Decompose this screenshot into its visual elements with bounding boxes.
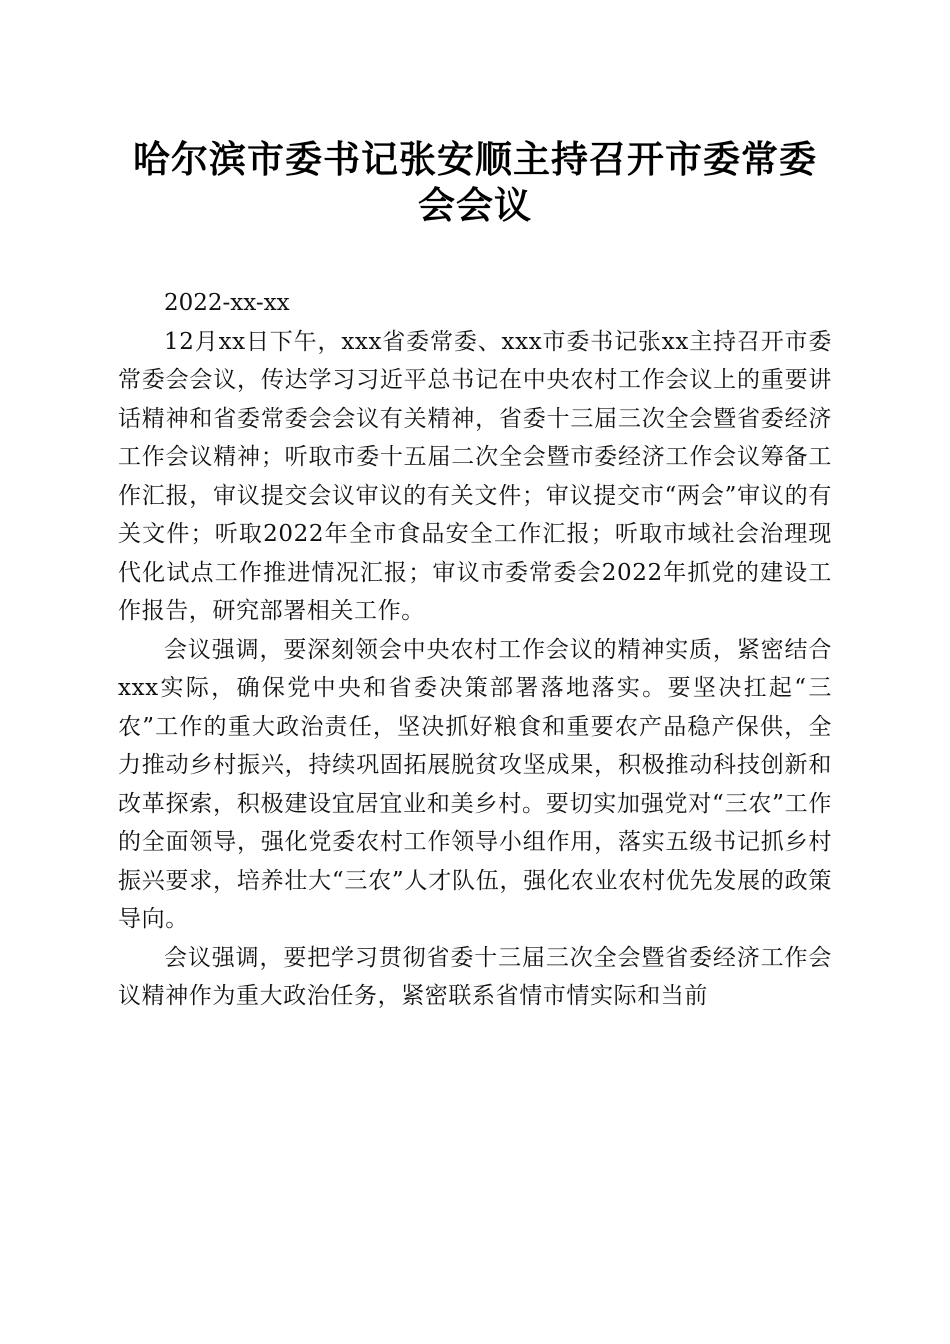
paragraph-3: 会议强调，要把学习贯彻省委十三届三次全会暨省委经济工作会议精神作为重大政治任务，紧密联系省情市情实际和当前 xyxy=(118,944,832,1009)
paragraph-2: 会议强调，要深刻领会中央农村工作会议的精神实质，紧密结合xxx实际，确保党中央和省委决策部署落地落实。要坚决扛起“三农”工作的重大政治责任，坚决抓好粮食和重要农产品稳产保供，全力推动乡村振兴，持续巩固拓展脱贫攻坚成果，积极推动科技创新和改革探索，积极建设宜居宜业和美乡村。要切实加强党对“三农”工作的全面领导，强化党委农村工作领导小组作用，落实五级书记抓乡村振兴要求，培养壮大“三农”人才队伍，强化农业农村优先发展的政策导向。 xyxy=(118,636,832,932)
document-title: 哈尔滨市委书记张安顺主持召开市委常委会会议 xyxy=(133,137,817,227)
document-date: 2022-xx-xx xyxy=(164,290,290,316)
paragraph-1: 12月xx日下午，xxx省委常委、xxx市委书记张xx主持召开市委常委会会议，传达学习习近平总书记在中央农村工作会议上的重要讲话精神和省委常委会会议有关精神，省委十三届三次全会暨省委经济工作会议精神；听取市委十五届二次全会暨市委经济工作会议筹备工作汇报，审议提交会议审议的有关文件；审议提交市“两会”审议的有关文件；听取2022年全市食品安全工作汇报；听取市域社会治理现代化试点工作推进情况汇报；审议市委常委会2022年抓党的建设工作报告，研究部署相关工作。 xyxy=(118,328,832,624)
document-body xyxy=(118,284,832,1016)
